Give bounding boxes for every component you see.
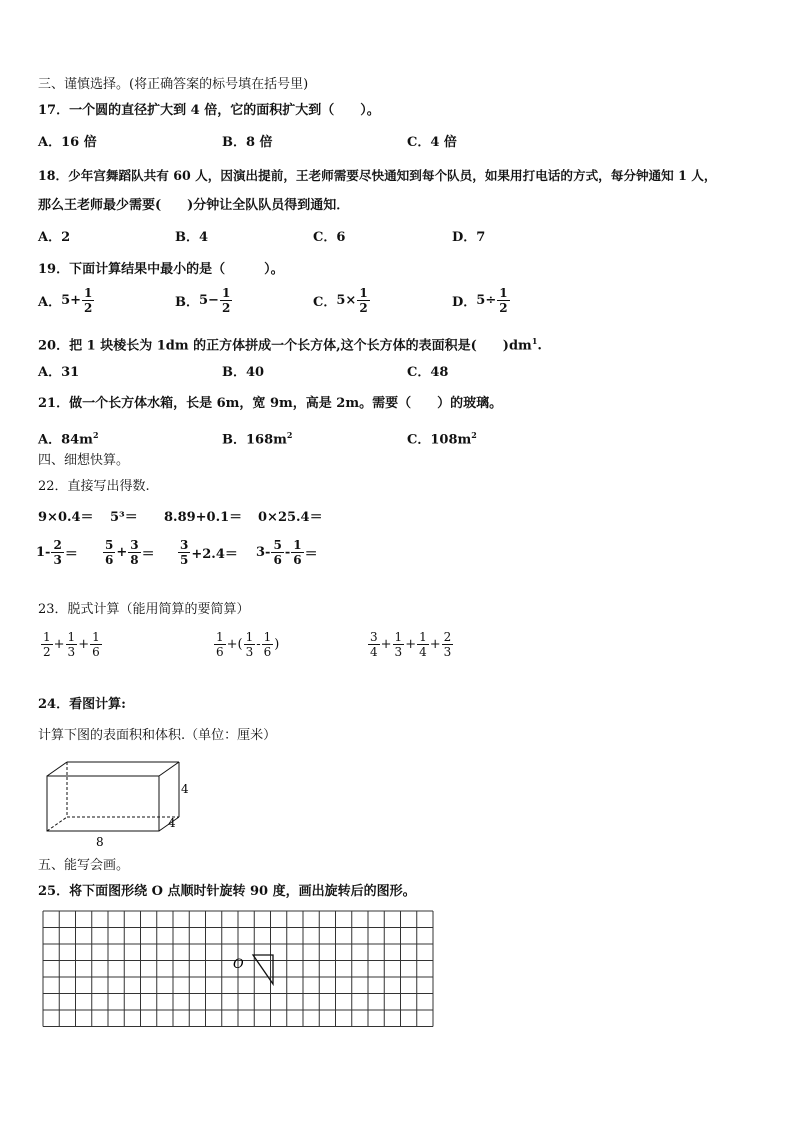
q21-b-value: B．168m	[222, 432, 287, 448]
q18-option-c: C．6	[313, 230, 346, 245]
q22-6-post: ＝	[141, 547, 155, 562]
question-24: 24．看图计算:	[38, 697, 126, 712]
q21-a-value: A．84m	[38, 432, 93, 448]
q22-item-2: 5³＝	[110, 510, 138, 525]
fraction	[442, 630, 454, 659]
section-5-title: 五、能写会画。	[38, 858, 130, 873]
cuboid-depth-label: 4	[168, 816, 176, 830]
q19-option-d-label: D．	[452, 295, 477, 310]
q19-a-whole: 5	[61, 293, 71, 308]
q20-option-a: A．31	[38, 365, 80, 380]
q19-option-c-label: C．	[313, 295, 337, 310]
fraction	[90, 630, 102, 659]
operator: +	[405, 637, 417, 652]
fraction	[291, 538, 303, 567]
q20-superscript: 1	[531, 336, 538, 346]
q17-option-a: A．16 倍	[38, 135, 97, 150]
denominator: 2	[359, 301, 368, 315]
denominator: 3	[443, 645, 452, 659]
q22-item-7	[177, 538, 238, 567]
q19-b-fraction	[220, 286, 232, 315]
denominator: 3	[394, 645, 403, 659]
fraction	[417, 630, 429, 659]
numerator: 2	[443, 630, 452, 644]
fraction	[368, 630, 380, 659]
q19-option-b-label: B．	[175, 295, 199, 310]
q22-item-4: 0×25.4＝	[258, 510, 323, 525]
q21-c-value: C．108m	[407, 432, 472, 448]
q18-option-b: B．4	[175, 230, 209, 245]
q23-expression-2	[213, 630, 279, 659]
q20-period: .	[537, 338, 542, 354]
numerator: 1	[263, 630, 272, 644]
q21-c-sup: 2	[471, 430, 477, 440]
question-17: 17．一个圆的直径扩大到 4 倍，它的面积扩大到（ ）。	[38, 103, 380, 118]
q22-item-8	[256, 538, 318, 567]
fraction	[244, 630, 256, 659]
q22-7-post: +2.4＝	[191, 547, 238, 562]
q18-option-d: D．7	[452, 230, 486, 245]
operator: +	[53, 637, 65, 652]
numerator: 1	[216, 630, 224, 644]
fraction	[103, 538, 115, 567]
q17-option-c: C．4 倍	[407, 135, 457, 150]
q19-option-c	[313, 286, 371, 315]
cuboid-front-face	[47, 776, 159, 831]
fraction	[271, 538, 283, 567]
denominator: 4	[370, 645, 378, 659]
question-22: 22．直接写出得数.	[38, 479, 150, 494]
numerator: 1	[92, 630, 100, 644]
operator: +	[116, 545, 128, 560]
q19-d-fraction	[497, 286, 509, 315]
section-4-title: 四、细想快算。	[38, 453, 130, 468]
numerator: 1	[67, 630, 76, 644]
q22-item-5	[36, 538, 78, 567]
q19-d-whole: 5	[476, 293, 486, 308]
rotation-point-o: O	[233, 957, 244, 972]
denominator: 6	[92, 645, 100, 659]
q19-c-fraction	[357, 286, 369, 315]
q19-b-whole: 5	[199, 293, 209, 308]
fraction	[178, 538, 190, 567]
denominator: 3	[245, 645, 254, 659]
numerator: 1	[394, 630, 403, 644]
q20-option-c: C．48	[407, 365, 449, 380]
denominator: 6	[263, 645, 272, 659]
numerator: 1	[84, 286, 93, 300]
numerator: 1	[221, 286, 231, 300]
q22-8-post: ＝	[304, 547, 318, 562]
denominator: 3	[53, 553, 62, 567]
q22-item-1: 9×0.4＝	[38, 510, 94, 525]
cuboid-figure	[40, 756, 200, 850]
q21-option-a	[38, 426, 99, 449]
operator: +(	[226, 637, 243, 652]
q23-expression-3	[367, 630, 454, 659]
cuboid-hidden-edge	[47, 817, 67, 831]
question-19: 19．下面计算结果中最小的是（ ）。	[38, 262, 284, 277]
q21-b-sup: 2	[286, 430, 293, 440]
q19-c-whole: 5	[336, 293, 346, 308]
operator: +	[78, 637, 90, 652]
question-25: 25．将下面图形绕 O 点顺时针旋转 90 度，画出旋转后的图形。	[38, 884, 416, 899]
q22-5-pre: 1-	[36, 545, 51, 560]
fraction	[214, 630, 226, 659]
question-23: 23．脱式计算（能用简算的要简算）	[38, 602, 250, 617]
q19-option-a-label: A．	[38, 295, 62, 310]
numerator: 3	[180, 538, 189, 552]
fraction	[262, 630, 274, 659]
denominator: 8	[130, 553, 139, 567]
q20-text: 20．把 1 块棱长为 1dm 的正方体拼成一个长方体,这个长方体的表面积是( )dm	[38, 338, 532, 354]
denominator: 2	[499, 301, 508, 315]
numerator: 2	[53, 538, 62, 552]
q19-option-a	[38, 286, 95, 315]
denominator: 6	[293, 553, 302, 567]
q22-item-6	[102, 538, 155, 567]
q19-b-operator: −	[208, 293, 219, 308]
numerator: 3	[130, 538, 139, 552]
fraction	[51, 538, 63, 567]
question-18-line-2: 那么王老师最少需要( )分钟让全队队员得到通知．	[38, 198, 350, 213]
numerator: 5	[105, 538, 114, 552]
q19-option-b	[175, 286, 233, 315]
denominator: 5	[180, 553, 189, 567]
numerator: 1	[359, 286, 368, 300]
question-24-subtitle: 计算下图的表面积和体积.（单位：厘米）	[38, 728, 277, 743]
q19-c-operator: ×	[345, 293, 357, 308]
fraction	[128, 538, 140, 567]
numerator: 1	[245, 630, 254, 644]
numerator: 1	[293, 538, 302, 552]
numerator: 1	[419, 630, 427, 644]
q22-8-pre: 3-	[256, 545, 271, 560]
q23-expression-1	[40, 630, 103, 659]
rotation-grid	[42, 910, 434, 1028]
q20-option-b: B．40	[222, 365, 265, 380]
section-3-title: 三、谨慎选择。(将正确答案的标号填在括号里)	[38, 77, 309, 92]
cuboid-height-label: 4	[181, 782, 189, 796]
q18-option-a: A．2	[38, 230, 71, 245]
cuboid-edge	[47, 762, 67, 776]
q19-a-fraction	[82, 286, 94, 315]
q19-a-operator: +	[70, 293, 82, 308]
operator: -	[284, 545, 291, 560]
operator: -	[256, 637, 261, 652]
q17-option-b: B．8 倍	[222, 135, 273, 150]
question-21: 21．做一个长方体水箱，长是 6m，宽 9m，高是 2m。需要（ ）的玻璃。	[38, 396, 503, 411]
cuboid-edge	[159, 762, 179, 776]
denominator: 3	[67, 645, 76, 659]
fraction	[393, 630, 405, 659]
denominator: 4	[419, 645, 427, 659]
q19-option-d	[452, 286, 511, 315]
fraction	[41, 630, 53, 659]
fraction	[66, 630, 78, 659]
close-paren: )	[274, 637, 280, 652]
numerator: 3	[370, 630, 378, 644]
q19-d-operator: ÷	[485, 293, 497, 308]
numerator: 1	[43, 630, 51, 644]
numerator: 5	[273, 538, 282, 552]
q21-option-b	[222, 426, 292, 449]
denominator: 6	[105, 553, 114, 567]
numerator: 1	[499, 286, 508, 300]
cuboid-length-label: 8	[96, 835, 104, 849]
question-20	[38, 332, 542, 355]
operator: +	[429, 637, 441, 652]
denominator: 2	[221, 301, 231, 315]
denominator: 2	[43, 645, 51, 659]
q21-a-sup: 2	[92, 430, 99, 440]
q22-5-post: ＝	[64, 547, 78, 562]
q21-option-c	[407, 426, 477, 449]
q22-item-3: 8.89+0.1＝	[164, 510, 243, 525]
denominator: 6	[216, 645, 224, 659]
denominator: 2	[84, 301, 93, 315]
denominator: 6	[273, 553, 282, 567]
operator: +	[380, 637, 392, 652]
question-18-line-1: 18．少年宫舞蹈队共有 60 人，因演出提前，王老师需要尽快通知到每个队员，如果用打电话的方式，每分钟通知 1 人，	[38, 168, 717, 183]
